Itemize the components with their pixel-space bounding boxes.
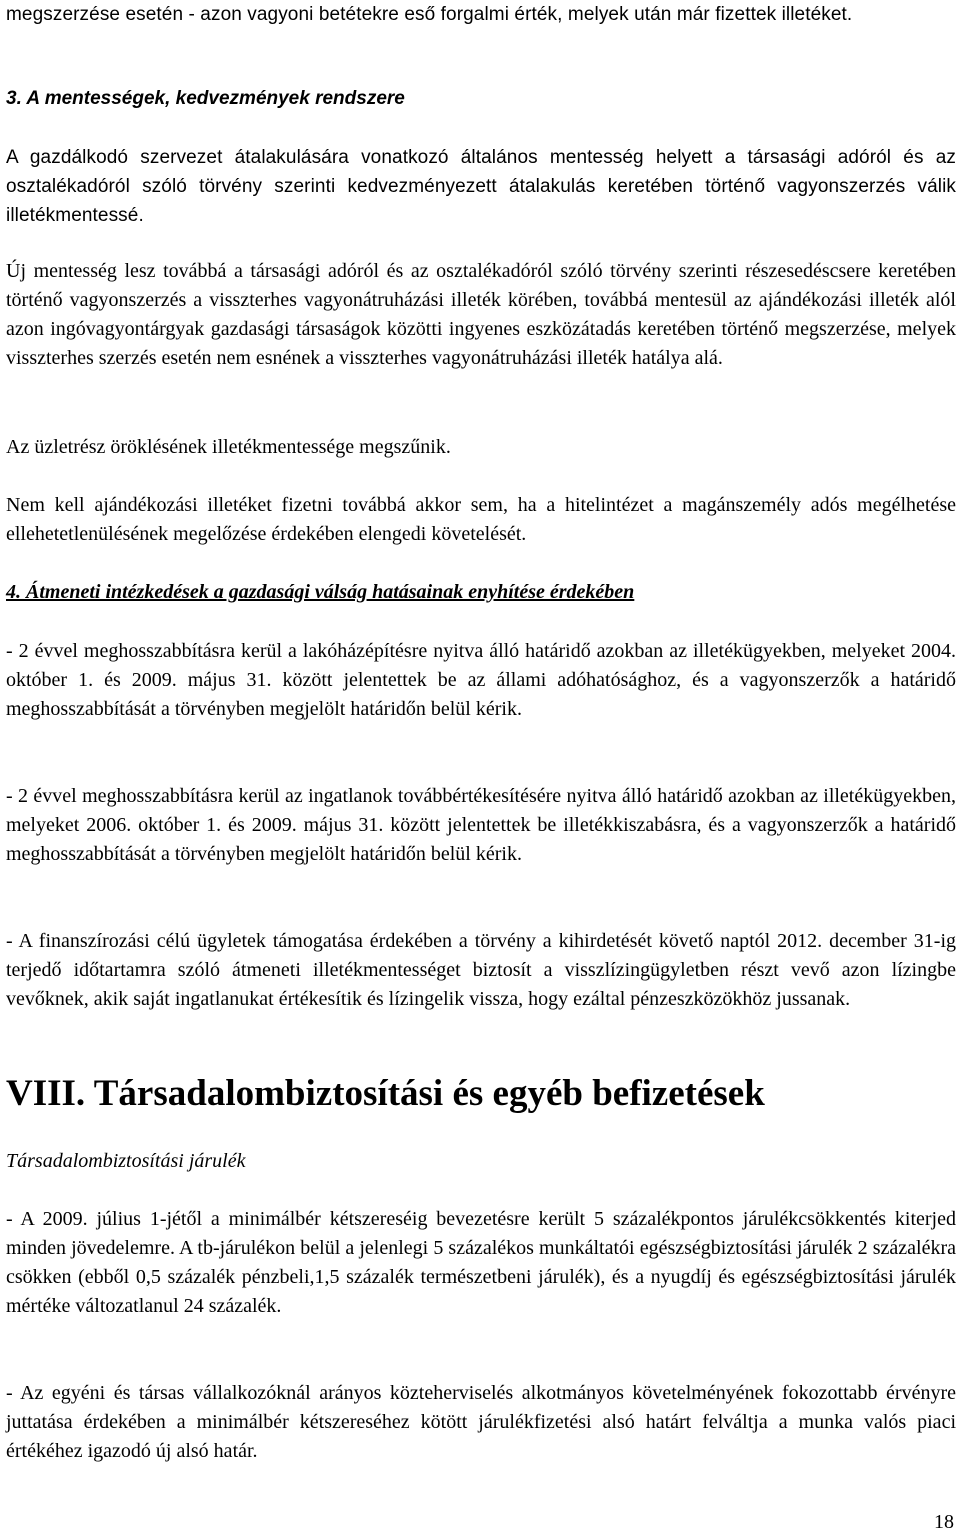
chapter-8-paragraph-2: - Az egyéni és társas vállalkozóknál arányos közteherviselés alkotmányos követelményének fokozottabb érvényre juttatása érdekében a minimálbér kétszereséhez kötött járulékfizetési alsó határt felváltja a munka valós piaci értékéhez igazodó új alsó határ. <box>6 1382 956 1462</box>
section-4-title: Átmeneti intézkedések a gazdasági válság hatásainak enyhítése érdekében <box>26 581 635 603</box>
section-3-paragraph-2: Új mentesség lesz továbbá a társasági adóról és az osztalékadóról szóló törvény szerinti részesedéscsere keretében történő vagyonszerzés a visszterhes vagyonátruházási illeték körében, továbbá mentesül az ajándékozási illeték alól azon ingóvagyontárgyak gazdasági társaságok közötti ingyenes eszközátadás keretében történő megszerzése, melyek visszterhes szerzés esetén nem esnének a visszterhes vagyonátruházási illeték hatálya alá. <box>6 260 956 369</box>
intro-continued-paragraph: megszerzése esetén - azon vagyoni betétekre eső forgalmi érték, melyek után már fizettek illetéket. <box>6 4 853 25</box>
section-3-paragraph-4: Nem kell ajándékozási illetéket fizetni továbbá akkor sem, ha a hitelintézet a magánszemély adós megélhetése ellehetetlenülésének megelőzése érdekében elengedi követelését. <box>6 494 956 545</box>
section-4-paragraph-1: - 2 évvel meghosszabbításra kerül a lakóházépítésre nyitva álló határidő azokban az illetékügyekben, melyeket 2004. október 1. és 2009. május 31. között jelentettek be az állami adóhatósághoz, és a vagyonszerzők a határidő meghosszabbítását a törvényben megjelölt határidőn belül kérik. <box>6 640 956 720</box>
chapter-8-subheading: Társadalombiztosítási járulék <box>6 1150 246 1172</box>
section-4-number: 4. <box>6 581 21 603</box>
section-4-paragraph-2: - 2 évvel meghosszabbításra kerül az ingatlanok továbbértékesítésére nyitva álló határidő azokban az illetékügyekben, melyeket 2006. október 1. és 2009. május 31. között jelentettek be illetékkiszabásra, és a vagyonszerzők a határidő meghosszabbítását a törvényben megjelölt határidőn belül kérik. <box>6 785 956 865</box>
section-3-heading: 3. A mentességek, kedvezmények rendszere <box>6 88 405 109</box>
chapter-8-heading: VIII. Társadalombiztosítási és egyéb befizetések <box>6 1073 765 1114</box>
section-4-heading <box>6 578 956 607</box>
chapter-8-paragraph-1: - A 2009. július 1-jétől a minimálbér kétszereséig bevezetésre került 5 százalékpontos járulékcsökkentés kiterjed minden jövedelemre. A tb-járulékon belül a jelenlegi 5 százalékos munkáltatói egészségbiztosítási járulék 2 százalékra csökken (ebből 0,5 százalék pénzbeli,1,5 százalék természetbeni járulék), és a nyugdíj és egészségbiztosítási járulék mértéke változatlanul 24 százalék. <box>6 1208 956 1317</box>
section-4-paragraph-3: - A finanszírozási célú ügyletek támogatása érdekében a törvény a kihirdetését követő naptól 2012. december 31-ig terjedő időtartamra szóló átmeneti illetékmentességet biztosít a visszlízingügyletben részt vevő azon lízingbe vevőknek, akik saját ingatlanukat értékesítik és lízingelik vissza, hogy ezáltal pénzeszközökhöz jussanak. <box>6 930 956 1010</box>
section-3-paragraph-1: A gazdálkodó szervezet átalakulására vonatkozó általános mentesség helyett a társasági adóról és az osztalékadóról szóló törvény szerinti kedvezményezett átalakulás keretében történő vagyonszerzés válik illetékmentessé. <box>6 147 956 226</box>
page-number: 18 <box>934 1511 954 1533</box>
section-3-paragraph-3: Az üzletrész öröklésének illetékmentessége megszűnik. <box>6 436 451 458</box>
